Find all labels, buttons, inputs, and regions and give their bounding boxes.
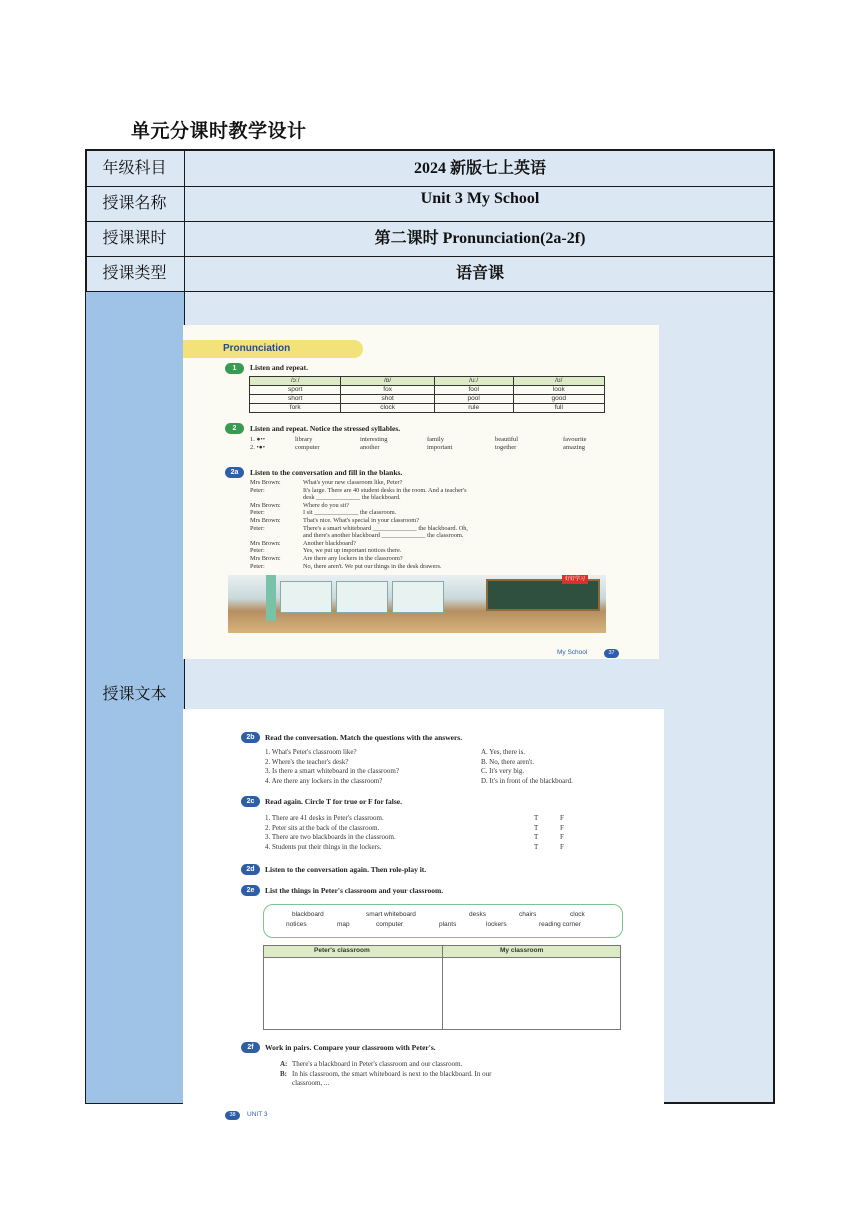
dialogue-line: [250, 517, 630, 525]
textbook-page-38: [183, 709, 664, 1127]
section-title: List the things in Peter's classroom and your classroom.: [265, 886, 444, 895]
true-option: T: [534, 814, 539, 822]
section-title: Read the conversation. Match the questions with the answers.: [265, 733, 463, 742]
table-cell: pool: [434, 395, 513, 404]
row-divider: [85, 186, 775, 187]
word: reading corner: [539, 921, 581, 928]
syllable-word: favourite: [563, 436, 587, 443]
dialogue-line: [250, 502, 630, 510]
line-text: desk ______________ the blackboard.: [303, 494, 401, 502]
syllable-word: family: [427, 436, 444, 443]
comparison-table: [263, 945, 621, 1030]
answer: B. No, there aren't.: [481, 757, 534, 766]
word: blackboard: [292, 911, 324, 918]
line-text: There's a smart whiteboard ______________ the blackboard. Oh,: [303, 524, 468, 532]
word: computer: [376, 921, 404, 928]
section-badge: 2c: [241, 796, 260, 807]
section-badge: 1: [225, 363, 244, 374]
syllable-pattern: 2. •●•: [250, 444, 265, 451]
syllable-word: beautiful: [495, 436, 519, 443]
false-option: F: [560, 842, 564, 851]
syllable-word: interesting: [360, 436, 388, 443]
true-option: T: [534, 833, 539, 841]
speaker-b: B:: [280, 1070, 287, 1078]
line-text: Yes, we put up important notices there.: [303, 547, 402, 555]
speaker: Mrs Brown:: [250, 554, 281, 562]
speaker: Peter:: [250, 547, 265, 555]
section-title: Listen to the conversation again. Then role-play it.: [265, 865, 427, 874]
label-lesson-period: 授课课时: [102, 228, 167, 247]
table-cell: clock: [341, 404, 435, 413]
question: 3. Is there a smart whiteboard in the classroom?: [265, 767, 399, 775]
line-text: Another blackboard?: [303, 539, 356, 547]
table-cell: full: [513, 404, 605, 413]
answer: D. It's in front of the blackboard.: [481, 776, 573, 785]
document-title: 单元分课时教学设计: [131, 120, 307, 142]
true-option: T: [534, 842, 539, 851]
section-title: Listen and repeat. Notice the stressed syllables.: [250, 424, 401, 433]
speaker: Peter:: [250, 562, 265, 570]
section-badge: 2e: [241, 885, 260, 896]
banner-title: Pronunciation: [223, 343, 291, 354]
line-text: No, there aren't. We put our things in the desk drawers.: [303, 562, 442, 570]
classroom-illustration: [228, 575, 606, 633]
column-header: Peter's classroom: [314, 947, 370, 954]
row-divider: [85, 256, 775, 257]
syllable-word: together: [495, 444, 517, 451]
true-option: T: [534, 823, 539, 832]
line-text: That's nice. What's special in your classroom?: [303, 516, 419, 524]
textbook-page-37: [183, 325, 659, 659]
syllable-word: computer: [295, 444, 320, 451]
answer: A. Yes, there is.: [481, 748, 526, 756]
word: map: [337, 921, 350, 928]
section-badge: 2d: [241, 864, 260, 875]
section-badge: 2b: [241, 732, 260, 743]
window: [392, 581, 444, 613]
answer: C. It's very big.: [481, 767, 525, 775]
label-lesson-name: 授课名称: [102, 193, 167, 212]
line-text: Are there any lockers in the classroom?: [303, 554, 403, 562]
curtain: [266, 575, 276, 621]
table-cell: fox: [341, 386, 435, 395]
question: 1. What's Peter's classroom like?: [265, 748, 357, 756]
line-text: It's large. There are 40 student desks in the room. And a teacher's: [303, 486, 467, 494]
word: chairs: [519, 911, 537, 918]
value-lesson-period: 第二课时 Pronunciation(2a-2f): [374, 230, 586, 247]
question: 4. Are there any lockers in the classroom?: [265, 776, 383, 785]
page-number: 38: [225, 1111, 240, 1120]
speaker: Mrs Brown:: [250, 539, 281, 547]
page-footer: My School: [557, 649, 588, 656]
statement: 3. There are two blackboards in the classroom.: [265, 833, 396, 841]
comparison-divider: [442, 946, 443, 1029]
dialogue: [250, 479, 630, 570]
dialogue-line: [250, 547, 630, 555]
statement: 2. Peter sits at the back of the classroom.: [265, 823, 380, 832]
false-option: F: [560, 823, 564, 832]
dialogue-line: [250, 532, 630, 540]
section-title: Read again. Circle T for true or F for false.: [265, 797, 402, 806]
speaker: Mrs Brown:: [250, 501, 281, 509]
table-cell: /ʊ/: [513, 377, 605, 386]
syllable-word: another: [360, 444, 380, 451]
table-cell: good: [513, 395, 605, 404]
syllable-word: library: [295, 436, 313, 443]
section-title: Listen to the conversation and fill in the blanks.: [250, 468, 403, 477]
dialogue-line: [250, 479, 630, 487]
line-a: There's a blackboard in Peter's classroom and our classroom.: [292, 1060, 463, 1068]
word: smart whiteboard: [366, 911, 416, 918]
syllable-word: important: [427, 444, 453, 451]
word: desks: [469, 911, 486, 918]
syllable-word: amazing: [563, 444, 586, 451]
speaker: Peter:: [250, 524, 265, 532]
section-title: Work in pairs. Compare your classroom with Peter's.: [265, 1043, 436, 1052]
label-lesson-type: 授课类型: [102, 263, 167, 282]
table-cell: look: [513, 386, 605, 395]
phonics-table: [249, 376, 605, 413]
row-divider: [85, 291, 775, 292]
page-number: 37: [604, 649, 619, 658]
table-cell: shot: [341, 395, 435, 404]
table-cell: sport: [250, 386, 341, 395]
sign-text: 好好学习: [564, 576, 585, 582]
classroom-sign: [562, 575, 588, 584]
table-cell: /ɒ/: [341, 377, 435, 386]
syllable-pattern: 1. ●••: [250, 436, 265, 443]
dialogue-line: [250, 494, 630, 502]
value-lesson-name: Unit 3 My School: [420, 190, 540, 207]
section-badge: 2: [225, 423, 244, 434]
dialogue-line: [250, 540, 630, 548]
question: 2. Where's the teacher's desk?: [265, 757, 349, 766]
false-option: F: [560, 814, 564, 822]
line-b-cont: classroom, ...: [292, 1079, 330, 1087]
value-lesson-type: 语音课: [455, 265, 504, 282]
table-cell: fork: [250, 404, 341, 413]
section-title: Listen and repeat.: [250, 363, 308, 372]
line-text: What's your new classroom like, Peter?: [303, 479, 403, 486]
word: clock: [570, 911, 585, 918]
dialogue-line: [250, 509, 630, 517]
table-cell: rule: [434, 404, 513, 413]
table-cell: /uː/: [434, 377, 513, 386]
column-header: My classroom: [500, 947, 544, 954]
label-lesson-text: 授课文本: [102, 684, 167, 703]
statement: 1. There are 41 desks in Peter's classroom.: [265, 814, 384, 822]
page-footer: UNIT 3: [247, 1111, 268, 1118]
dialogue-line: [250, 487, 630, 495]
word: notices: [286, 921, 307, 928]
line-b: In his classroom, the smart whiteboard is next to the blackboard. In our: [292, 1070, 492, 1078]
section-badge: 2a: [225, 467, 244, 478]
section-badge: 2f: [241, 1042, 260, 1053]
window: [280, 581, 332, 613]
value-grade-subject: 2024 新版七上英语: [413, 160, 546, 177]
table-cell: fool: [434, 386, 513, 395]
line-text: and there's another blackboard ______________ the classroom.: [303, 532, 464, 540]
false-option: F: [560, 833, 564, 841]
window: [336, 581, 388, 613]
speaker: Peter:: [250, 486, 265, 494]
line-text: I sit ______________ the classroom.: [303, 509, 397, 517]
speaker: Mrs Brown:: [250, 516, 281, 524]
dialogue-line: [250, 525, 630, 533]
speaker: Mrs Brown:: [250, 479, 281, 486]
dialogue-line: [250, 563, 630, 571]
word: plants: [439, 921, 457, 928]
speaker: Peter:: [250, 509, 265, 517]
table-cell: short: [250, 395, 341, 404]
row-divider: [85, 221, 775, 222]
word-bank: [263, 904, 623, 938]
speaker-a: A:: [280, 1060, 288, 1068]
table-cell: /ɔː/: [250, 377, 341, 386]
label-grade-subject: 年级科目: [102, 158, 167, 177]
statement: 4. Students put their things in the lockers.: [265, 842, 382, 851]
dialogue-line: [250, 555, 630, 563]
line-text: Where do you sit?: [303, 501, 349, 509]
word: lockers: [486, 921, 507, 928]
